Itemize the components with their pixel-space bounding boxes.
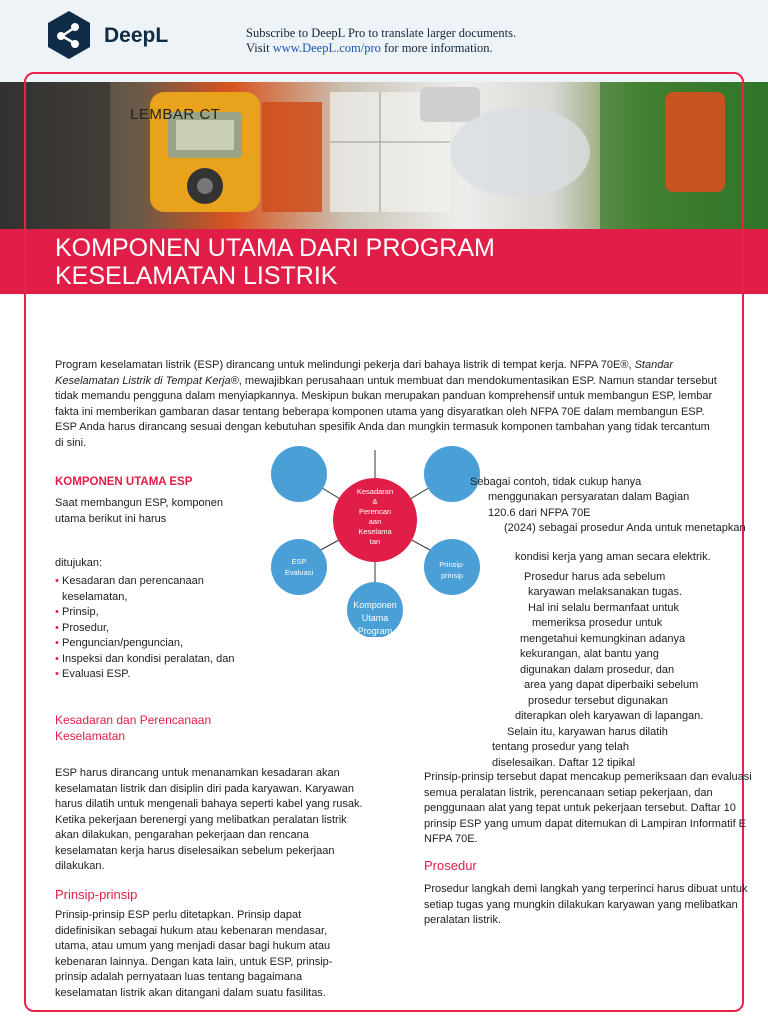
deepl-logo-text: DeepL — [104, 24, 169, 47]
right-text-line: menggunakan persyaratan dalam Bagian — [488, 491, 690, 503]
page-title-line2: KESELAMATAN LISTRIK — [55, 262, 338, 290]
right-text-line: Prosedur harus ada sebelum — [524, 571, 666, 583]
right-text-line: kondisi kerja yang aman secara elektrik. — [515, 551, 711, 563]
intro-text-2: , mewajibkan perusahaan untuk membuat dan mendokumentasikan ESP. Namun standar tersebut tidak memandu pengguna dalam menyiapkannya. Meskipun bukan merupakan panduan komprehensif untuk membangun ESP, lembar fakta ini memberikan gambaran dasar tentang beberapa komponen utama yang disyaratkan oleh NFPA 70E dalam membangun ESP. ESP Anda harus dirancang sesuai dengan kebutuhan spesifik Anda dan mungkin termasuk komponen tambahan yang tidak tercantum di sini. — [55, 374, 717, 449]
component-list — [55, 574, 245, 683]
right-text-line: diselesaikan. Daftar 12 tipikal — [492, 757, 636, 769]
right-text-line: Hal ini selalu bermanfaat untuk — [528, 602, 680, 614]
center-label-line: Kesadaran — [356, 487, 394, 496]
center-label-line: aan — [368, 517, 382, 526]
list-item: • Penguncian/penguncian, — [55, 637, 184, 649]
principles-node-label: prinsip — [440, 571, 464, 580]
deepl-pro-link[interactable]: www.DeepL.com/pro — [272, 41, 381, 55]
right-text-line: diterapkan oleh karyawan di lapangan. — [515, 710, 704, 722]
list-item: • Prosedur, — [55, 621, 110, 634]
section-intro: Saat membangun ESP, komponen utama berikut ini harus — [55, 497, 223, 525]
bottom-node-label: Utama — [361, 613, 389, 623]
diagram-node-empty-right — [424, 446, 480, 502]
right-text-line: mengetahui kemungkinan adanya — [520, 633, 686, 645]
ditujukan-text: ditujukan: — [55, 557, 103, 569]
section-title-components: KOMPONEN UTAMA ESP — [55, 476, 193, 488]
list-item: • Inspeksi dan kondisi peralatan, dan — [55, 652, 235, 665]
right-text-line: area yang dapat diperbaiki sebelum — [524, 679, 699, 691]
intro-text-1: Program keselamatan listrik (ESP) dirancang untuk melindungi pekerja dari bahaya listrik di tempat kerja. NFPA 70E®, — [55, 359, 632, 371]
right-text-line: karyawan melaksanakan tugas. — [528, 586, 683, 598]
center-label-line: & — [372, 497, 378, 506]
right-text-line: Selain itu, karyawan harus dilatih — [507, 726, 668, 738]
deepl-logo-icon[interactable] — [46, 10, 92, 60]
bottom-node-label: Komponen — [353, 600, 397, 610]
bottom-node-label: Program — [357, 626, 393, 636]
esp-node-label: ESP — [291, 557, 307, 566]
awareness-text: ESP harus dirancang untuk menanamkan kesadaran akan keselamatan listrik dan disiplin diri pada karyawan. Karyawan harus dilatih untuk mengenali bahaya seperti kabel yang rusak. Ketika pekerjaan berenergi yang melibatkan peralatan listrik akan dilakukan, pengarahan pekerjaan dan rencana keselamatan kerja harus diselesaikan sebelum pekerjaan dilakukan. — [55, 767, 363, 872]
deepl-banner — [0, 0, 768, 82]
promo-visit-line — [246, 41, 516, 56]
principles-text: Prinsip-prinsip ESP perlu ditetapkan. Prinsip dapat didefinisikan sebagai hukum atau kebenaran mendasar, utama, atau umum yang menjadi dasar bagi hukum atau kebenaran lainnya. Dengan kata lain, untuk ESP, prinsip-prinsip adalah pernyataan luas tentang bagaimana keselamatan listrik akan ditangani dalam suatu fasilitas. — [55, 909, 333, 999]
right-text-line: digunakan dalam prosedur, dan — [520, 664, 675, 676]
principles-node-label: Prinsip- — [439, 560, 465, 569]
center-label-line: tan — [369, 537, 381, 546]
center-label-line: Keselama — [358, 527, 392, 536]
list-item: • Prinsip, — [55, 606, 99, 618]
right-text-line: 120.6 dari NFPA 70E — [488, 507, 591, 519]
diagram-node-empty-left — [271, 446, 327, 502]
right-text-line: tentang prosedur yang telah — [492, 741, 629, 753]
promo-visit: Visit — [246, 41, 270, 55]
esp-node-label: Evaluasi — [284, 568, 314, 577]
right-text-line: Sebagai contoh, tidak cukup hanya — [470, 476, 642, 488]
right-text-line: prosedur tersebut digunakan — [528, 695, 669, 707]
subheading-awareness: Kesadaran dan Perencanaan Keselamatan — [55, 713, 212, 743]
subheading-principles: Prinsip-prinsip — [55, 887, 138, 902]
page-title-line1: KOMPONEN UTAMA DARI PROGRAM — [55, 234, 495, 262]
diagram-node-esp-evaluation — [271, 539, 327, 595]
esp-components-diagram — [262, 432, 487, 637]
subheading-procedures: Prosedur — [424, 858, 477, 873]
right-text-line: kekurangan, alat bantu yang — [520, 648, 659, 660]
right-text-line: (2024) sebagai prosedur Anda untuk menetapkan — [504, 522, 746, 534]
principles-continued-text: Prinsip-prinsip tersebut dapat mencakup pemeriksaan dan evaluasi semua peralatan listrik, perencanaan setiap pekerjaan, dan penggunaan alat yang tepat untuk pekerjaan tersebut. Daftar 10 prinsip ESP yang umum dapat ditemukan di Lampiran Informatif E NFPA 70E. — [424, 771, 752, 845]
promo-tail: for more information. — [384, 41, 493, 55]
sheet-label: LEMBAR CT — [130, 106, 221, 123]
deepl-promo — [246, 26, 516, 56]
right-text-line: memeriksa prosedur untuk — [532, 617, 663, 629]
list-item: • Kesadaran dan perencanaan keselamatan, — [55, 575, 204, 603]
promo-line: Subscribe to DeepL Pro to translate larger documents. — [246, 26, 517, 40]
intro-standard-title: Standar Keselamatan Listrik di Tempat Kerja® — [55, 359, 674, 387]
procedures-text: Prosedur langkah demi langkah yang terperinci harus dibuat untuk setiap tugas yang mungkin dilakukan karyawan yang melibatkan peralatan listrik. — [424, 883, 748, 926]
center-label-line: Perencan — [358, 507, 392, 516]
list-item: • Evaluasi ESP. — [55, 668, 131, 680]
